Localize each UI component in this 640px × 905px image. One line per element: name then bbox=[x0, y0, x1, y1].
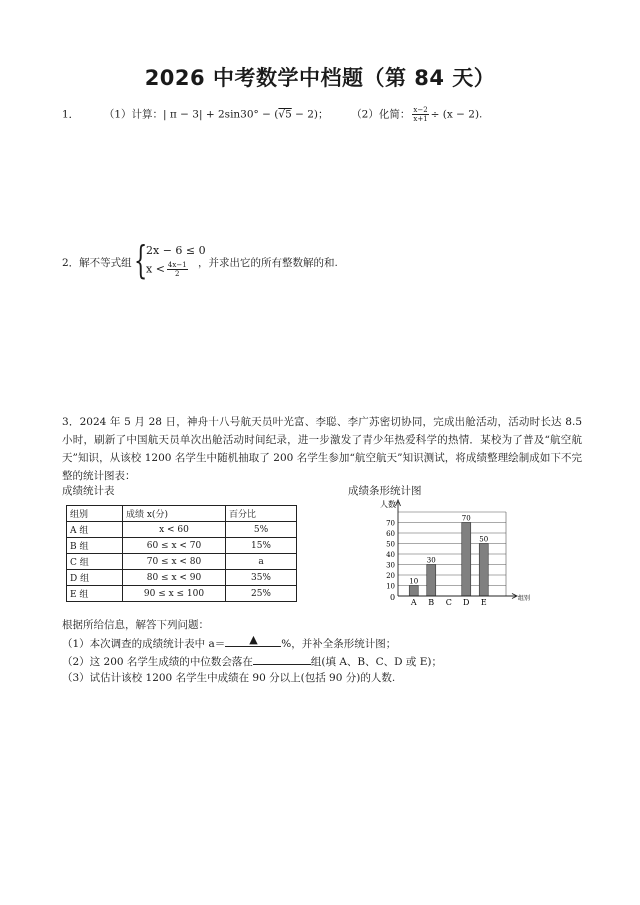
q1-part1-prefix: （1）计算：| π − 3| + 2sin30° − ( bbox=[103, 108, 279, 121]
table-row bbox=[67, 570, 297, 586]
q2-prefix: 2．解不等式组 bbox=[62, 257, 132, 269]
table-cell: 70 ≤ x < 80 bbox=[123, 554, 226, 570]
bar-E bbox=[479, 544, 488, 597]
table-cell: D 组 bbox=[67, 570, 123, 586]
y-tick-label: 70 bbox=[386, 519, 395, 528]
data-label: 70 bbox=[461, 514, 471, 523]
x-category-label: E bbox=[480, 598, 487, 607]
bar-D bbox=[462, 523, 471, 597]
table-row bbox=[67, 554, 297, 570]
table-cell: 15% bbox=[226, 538, 297, 554]
inequality-2-numerator: 4x−1 bbox=[167, 261, 187, 269]
inequality-2-denominator: 2 bbox=[175, 270, 180, 278]
q1-part2-suffix: ÷ (x − 2). bbox=[430, 108, 483, 121]
table-caption: 成绩统计表 bbox=[62, 485, 115, 497]
q3-subquestion-1 bbox=[62, 635, 396, 651]
q1-part1-suffix: − 2)； bbox=[291, 108, 329, 121]
chart-caption: 成绩条形统计图 bbox=[348, 485, 422, 497]
table-cell: 5% bbox=[226, 522, 297, 538]
y-tick-label: 50 bbox=[386, 540, 395, 549]
q1-part1-sqrt: √5 bbox=[278, 108, 292, 121]
q3-follow-text: 根据所给信息，解答下列问题： bbox=[62, 619, 209, 631]
bar-A bbox=[409, 586, 418, 597]
sub2-prefix: （2）这 200 名学生成绩的中位数会落在 bbox=[62, 656, 253, 668]
data-label: 30 bbox=[426, 556, 436, 565]
page-title: 2026 中考数学中档题（第 84 天） bbox=[144, 66, 496, 90]
q2-suffix: ，并求出它的所有整数解的和. bbox=[198, 257, 338, 269]
question-1 bbox=[62, 106, 482, 123]
q3-subquestion-2 bbox=[62, 653, 442, 669]
sub1-suffix: %，并补全条形统计图； bbox=[281, 638, 397, 650]
x-category-label: C bbox=[445, 598, 452, 607]
q1-fraction-denominator: x+1 bbox=[413, 115, 428, 123]
inequality-2-fraction bbox=[167, 261, 188, 278]
table-cell: 35% bbox=[226, 570, 297, 586]
table-cell: 60 ≤ x < 70 bbox=[123, 538, 226, 554]
sub1-prefix: （1）本次调查的成绩统计表中 a＝ bbox=[62, 638, 226, 650]
sub2-suffix: 组(填 A、B、C、D 或 E)； bbox=[310, 656, 443, 668]
table-cell: 25% bbox=[226, 586, 297, 602]
table-header-cell: 百分比 bbox=[226, 506, 297, 522]
q1-number: 1． bbox=[62, 108, 80, 121]
chart-x-label: 组别 bbox=[518, 595, 531, 602]
table-cell: C 组 bbox=[67, 554, 123, 570]
score-table bbox=[66, 505, 297, 602]
q1-part2-prefix: （2）化简： bbox=[351, 108, 411, 121]
triangle-icon: ▲ bbox=[249, 633, 258, 646]
table-cell: 80 ≤ x < 90 bbox=[123, 570, 226, 586]
inequality-2 bbox=[146, 261, 190, 278]
table-header-row bbox=[67, 506, 297, 522]
brace-symbol: { bbox=[134, 238, 148, 282]
x-category-label: B bbox=[428, 598, 435, 607]
inequality-1: 2x − 6 ≤ 0 bbox=[146, 244, 206, 257]
table-row bbox=[67, 586, 297, 602]
q1-fraction-numerator: x−2 bbox=[413, 106, 428, 114]
y-tick-label: 30 bbox=[386, 561, 395, 570]
bar-B bbox=[427, 565, 436, 597]
table-cell: x < 60 bbox=[123, 522, 226, 538]
y-tick-label: 60 bbox=[386, 530, 395, 538]
table-row bbox=[67, 522, 297, 538]
q3-intro: 3．2024 年 5 月 28 日，神舟十八号航天员叶光富、李聪、李广苏密切协同，完成出舱活动，活动时长达 8.5 小时，刷新了中国航天员单次出舱活动时间纪录，进一步激发了青少年热爱科学的热情．某校为了普及“航空航天”知识，从该校 1200 名学生中随机抽取了 200 名学生参加“航空航天”知识测试，将成绩整理绘制成如下不完整的统计图表： bbox=[62, 416, 582, 482]
bar-chart bbox=[360, 496, 540, 608]
data-label: 50 bbox=[479, 535, 489, 544]
y-tick-label: 20 bbox=[386, 572, 395, 580]
chart-y-label: 人数 bbox=[380, 500, 396, 509]
table-cell: a bbox=[226, 554, 297, 570]
table-header-cell: 成绩 x(分) bbox=[123, 506, 226, 522]
x-category-label: D bbox=[463, 598, 470, 607]
table-row bbox=[67, 538, 297, 554]
table-cell: B 组 bbox=[67, 538, 123, 554]
table-cell: E 组 bbox=[67, 586, 123, 602]
q3-subquestion-3: （3）试估计该校 1200 名学生中成绩在 90 分以上(包括 90 分)的人数. bbox=[62, 672, 396, 684]
answer-blank-a[interactable] bbox=[225, 635, 281, 647]
chart-origin-label: 0 bbox=[390, 593, 396, 602]
answer-blank-median[interactable] bbox=[253, 653, 311, 665]
inequality-2-lhs: x < bbox=[146, 262, 165, 276]
q1-fraction bbox=[412, 106, 428, 123]
table-header-cell: 组别 bbox=[67, 506, 123, 522]
table-cell: 90 ≤ x ≤ 100 bbox=[123, 586, 226, 602]
x-category-label: A bbox=[410, 598, 417, 607]
data-label: 10 bbox=[409, 577, 419, 586]
y-tick-label: 40 bbox=[386, 551, 395, 559]
y-tick-label: 10 bbox=[386, 582, 395, 591]
table-cell: A 组 bbox=[67, 522, 123, 538]
